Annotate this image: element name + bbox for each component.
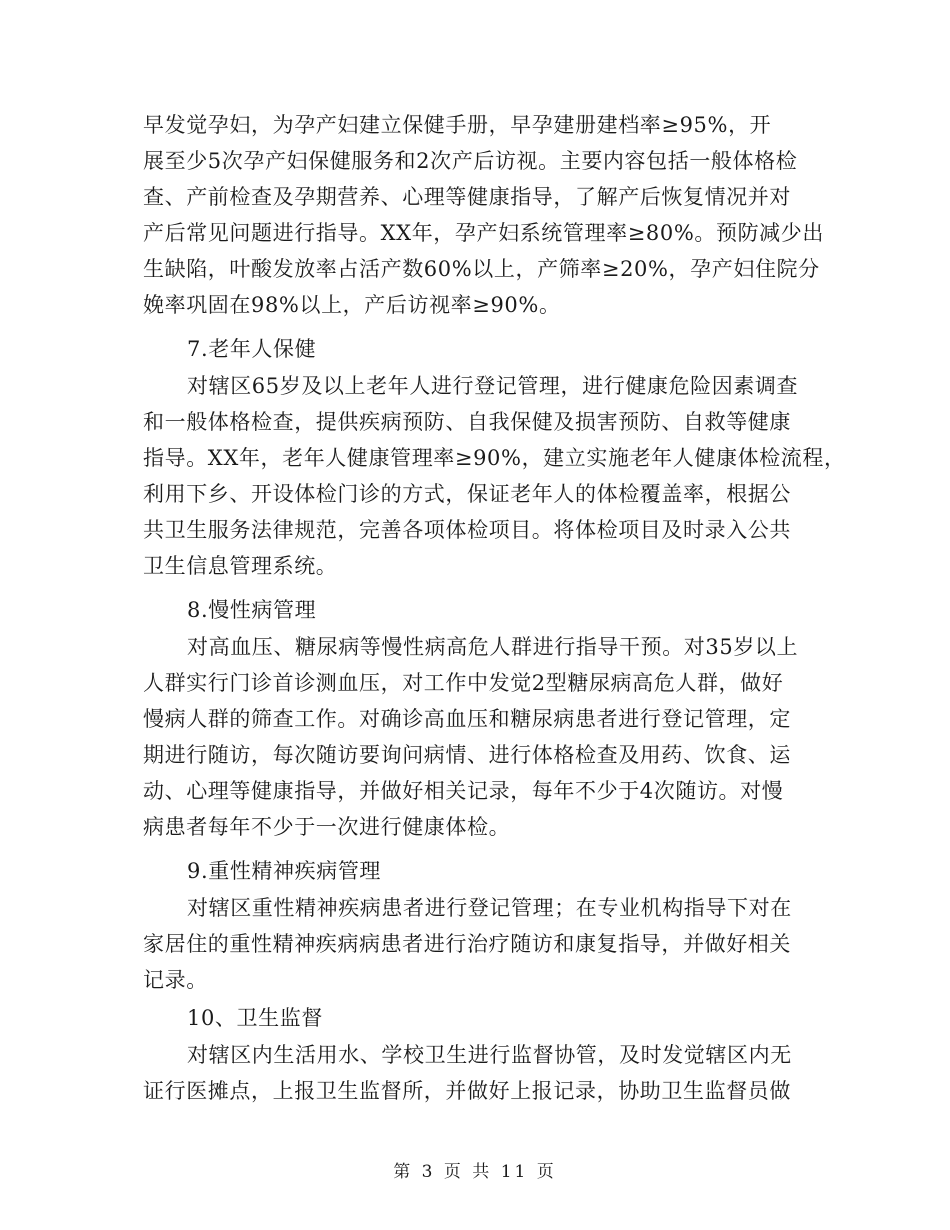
text-line: 期进行随访，每次随访要询问病情、进行体格检查及用药、饮食、运 (143, 743, 791, 767)
section-heading: 7.老年人保健 (187, 337, 317, 361)
text-line: 利用下乡、开设体检门诊的方式，保证老年人的体检覆盖率，根据公 (143, 482, 791, 506)
text-line: 共卫生服务法律规范，完善各项体检项目。将体检项目及时录入公共 (143, 518, 791, 542)
section-heading: 9.重性精神疾病管理 (187, 859, 382, 883)
text-line: 病患者每年不少于一次进行健康体检。 (143, 815, 511, 839)
section-heading: 8.慢性病管理 (187, 598, 317, 622)
text-line: 生缺陷，叶酸发放率占活产数60%以上，产筛率≥20%，孕产妇住院分 (143, 257, 820, 281)
text-line: 产后常见问题进行指导。XX年，孕产妇系统管理率≥80%。预防减少出 (143, 221, 824, 245)
text-line: 对辖区内生活用水、学校卫生进行监督协管，及时发觉辖区内无 (187, 1043, 792, 1067)
text-line: 和一般体格检查，提供疾病预防、自我保健及损害预防、自救等健康 (143, 410, 791, 434)
text-line: 指导。XX年，老年人健康管理率≥90%，建立实施老年人健康体检流程， (143, 446, 846, 470)
text-line: 人群实行门诊首诊测血压，对工作中发觉2型糖尿病高危人群，做好 (143, 671, 784, 695)
text-line: 证行医摊点，上报卫生监督所，并做好上报记录，协助卫生监督员做 (143, 1079, 791, 1103)
text-line: 对高血压、糖尿病等慢性病高危人群进行指导干预。对35岁以上 (187, 635, 799, 659)
text-line: 查、产前检查及孕期营养、心理等健康指导，了解产后恢复情况并对 (143, 185, 791, 209)
page-number-footer: 第 3 页 共 11 页 (393, 1162, 557, 1182)
text-line: 动、心理等健康指导，并做好相关记录，每年不少于4次随访。对慢 (143, 779, 784, 803)
text-line: 对辖区重性精神疾病患者进行登记管理；在专业机构指导下对在 (187, 896, 792, 920)
text-line: 对辖区65岁及以上老年人进行登记管理，进行健康危险因素调查 (187, 374, 799, 398)
text-line: 记录。 (143, 968, 208, 992)
text-line: 卫生信息管理系统。 (143, 554, 338, 578)
text-line: 家居住的重性精神疾病病患者进行治疗随访和康复指导，并做好相关 (143, 932, 791, 956)
text-line: 慢病人群的筛查工作。对确诊高血压和糖尿病患者进行登记管理，定 (143, 707, 791, 731)
text-line: 展至少5次孕产妇保健服务和2次产后访视。主要内容包括一般体格检 (143, 149, 798, 173)
section-heading: 10、卫生监督 (187, 1006, 323, 1030)
text-line: 娩率巩固在98%以上，产后访视率≥90%。 (143, 293, 561, 317)
text-line: 早发觉孕妇，为孕产妇建立保健手册，早孕建册建档率≥95%，开 (143, 113, 772, 137)
